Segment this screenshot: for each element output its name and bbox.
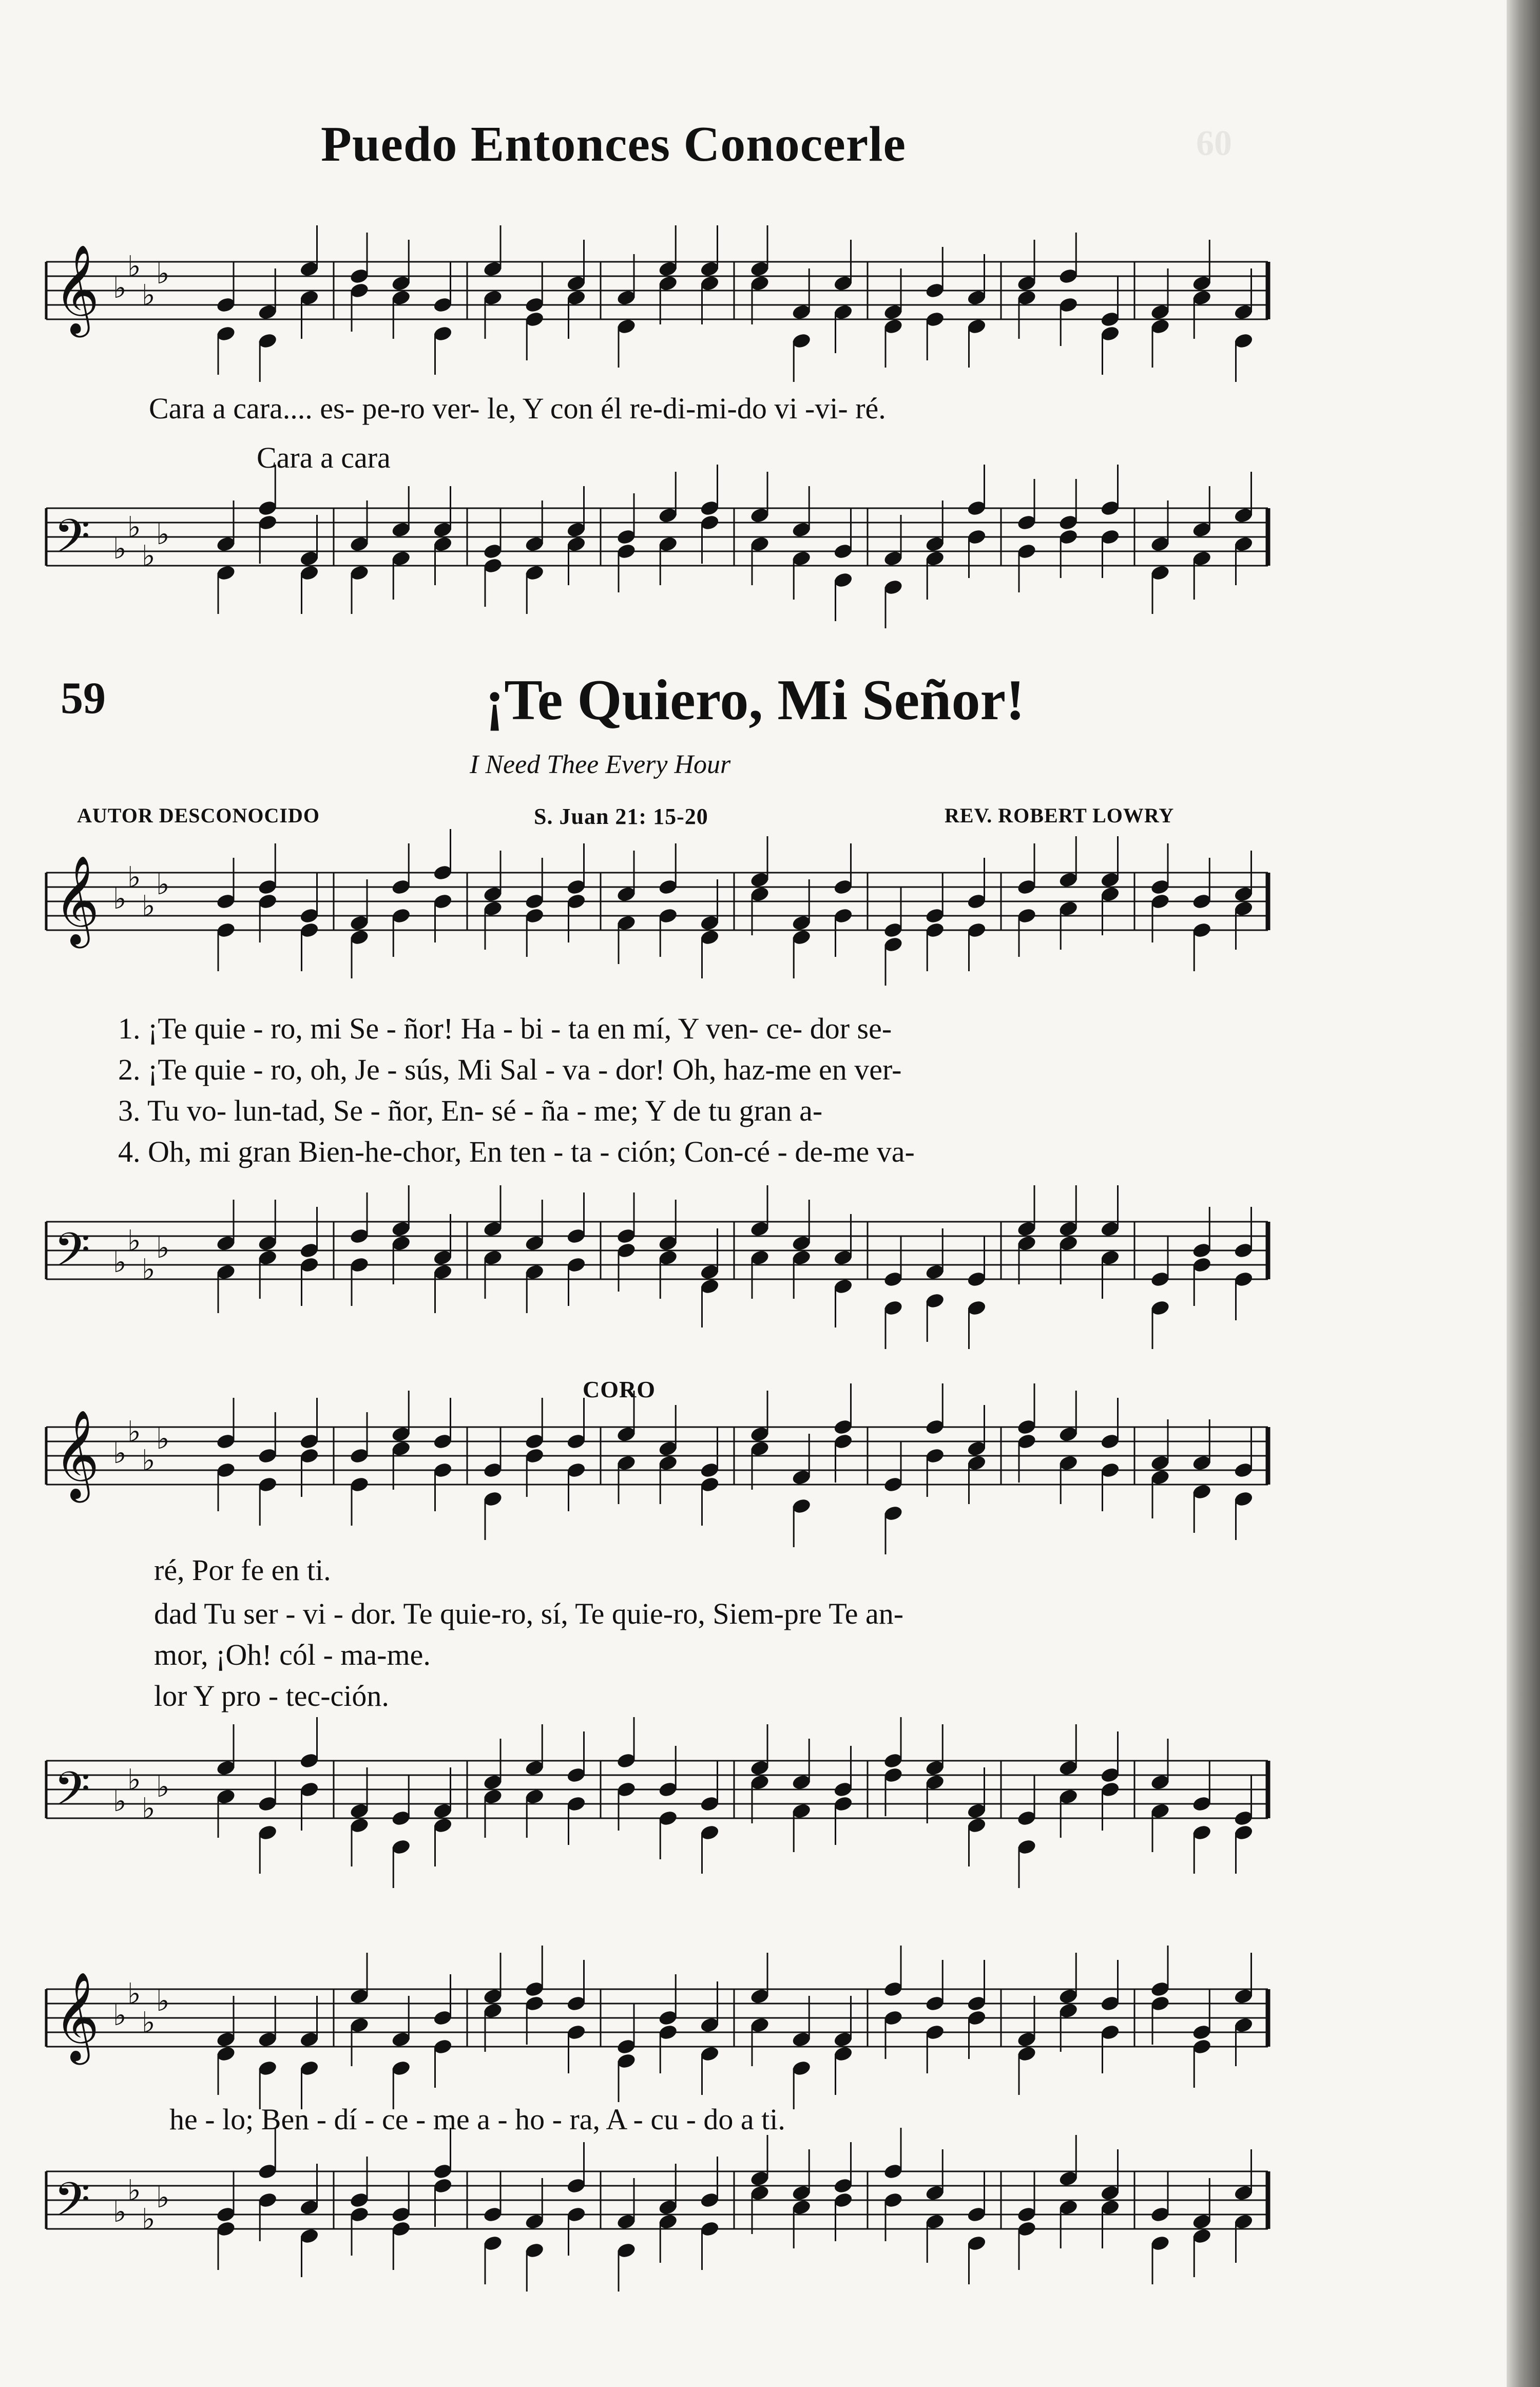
flat-sign-icon: ♭ <box>113 1437 127 1470</box>
bleed-through-number: 60 <box>1196 124 1232 163</box>
flat-sign-icon: ♭ <box>156 1422 170 1456</box>
flat-sign-icon: ♭ <box>156 1770 170 1804</box>
hymn-title: ¡Te Quiero, Mi Señor! <box>485 668 1025 732</box>
english-title: I Need Thee Every Hour <box>470 750 731 779</box>
treble-staff-system-3 <box>36 1969 1371 2112</box>
flat-sign-icon: ♭ <box>127 861 141 894</box>
previous-hymn-title: Puedo Entonces Conocerle <box>321 117 906 172</box>
system-2-line-1: ré, Por fe en ti. <box>154 1553 331 1587</box>
flat-sign-icon: ♭ <box>113 272 127 305</box>
previous-treble-staff <box>36 241 1371 385</box>
flat-sign-icon: ♭ <box>142 2006 156 2039</box>
treble-clef-icon: 𝄞 <box>54 244 100 334</box>
flat-sign-icon: ♭ <box>142 540 156 573</box>
bass-clef-icon: 𝄢 <box>54 1223 90 1288</box>
flat-sign-icon: ♭ <box>156 257 170 291</box>
treble-clef-icon: 𝄞 <box>54 1972 100 2061</box>
system-2-line-3: mor, ¡Oh! cól - ma-me. <box>154 1638 431 1671</box>
composer-credit: REV. ROBERT LOWRY <box>945 804 1175 827</box>
flat-sign-icon: ♭ <box>156 2181 170 2215</box>
treble-clef-icon: 𝄞 <box>54 855 100 945</box>
bass-clef-icon: 𝄢 <box>54 2172 90 2238</box>
scripture-reference: S. Juan 21: 15-20 <box>534 804 708 829</box>
flat-sign-icon: ♭ <box>127 1763 141 1797</box>
system-2-line-4: lor Y pro - tec-ción. <box>154 1679 389 1712</box>
bass-clef-icon: 𝄢 <box>54 1762 90 1827</box>
flat-sign-icon: ♭ <box>156 518 170 551</box>
flat-sign-icon: ♭ <box>127 1977 141 2011</box>
bass-staff-system-2 <box>36 1740 1371 1884</box>
page-edge <box>1507 0 1540 2387</box>
previous-lower-voice-lyric: Cara a cara <box>257 441 391 474</box>
flat-sign-icon: ♭ <box>113 1785 127 1818</box>
flat-sign-icon: ♭ <box>127 2174 141 2207</box>
treble-staff-system-1 <box>36 852 1371 996</box>
bass-clef-icon: 𝄢 <box>54 509 90 575</box>
flat-sign-icon: ♭ <box>142 279 156 312</box>
flat-sign-icon: ♭ <box>127 511 141 544</box>
flat-sign-icon: ♭ <box>127 1224 141 1258</box>
flat-sign-icon: ♭ <box>156 1231 170 1265</box>
verse-line-3: 3. Tu vo- lun-tad, Se - ñor, En- sé - ña - me; Y de tu gran a- <box>118 1094 823 1127</box>
flat-sign-icon: ♭ <box>142 1253 156 1286</box>
final-lyric-line: he - lo; Ben - dí - ce - me a - ho - ra, A - cu - do a ti. <box>169 2103 785 2136</box>
bass-staff-system-3 <box>36 2151 1371 2295</box>
flat-sign-icon: ♭ <box>113 2196 127 2229</box>
previous-bass-staff <box>36 488 1371 631</box>
flat-sign-icon: ♭ <box>142 890 156 923</box>
treble-staff-system-2 <box>36 1407 1371 1550</box>
flat-sign-icon: ♭ <box>113 1246 127 1279</box>
verse-line-2: 2. ¡Te quie - ro, oh, Je - sús, Mi Sal - va - dor! Oh, haz-me en ver- <box>118 1053 902 1086</box>
verse-line-4: 4. Oh, mi gran Bien-he-chor, En ten - ta - ción; Con-cé - de-me va- <box>118 1135 915 1168</box>
system-2-line-2: dad Tu ser - vi - dor. Te quie-ro, sí, Te quie-ro, Siem-pre Te an- <box>154 1597 904 1630</box>
previous-lyric-line: Cara a cara.... es- pe-ro ver- le, Y con él re-di-mi-do vi -vi- ré. <box>149 392 886 425</box>
verse-line-1: 1. ¡Te quie - ro, mi Se - ñor! Ha - bi - ta en mí, Y ven- ce- dor se- <box>118 1012 892 1045</box>
author-credit: AUTOR DESCONOCIDO <box>77 804 320 827</box>
flat-sign-icon: ♭ <box>127 1415 141 1449</box>
flat-sign-icon: ♭ <box>113 1999 127 2032</box>
flat-sign-icon: ♭ <box>127 250 141 283</box>
flat-sign-icon: ♭ <box>113 882 127 916</box>
flat-sign-icon: ♭ <box>142 1792 156 1825</box>
flat-sign-icon: ♭ <box>113 532 127 566</box>
flat-sign-icon: ♭ <box>156 1985 170 2018</box>
flat-sign-icon: ♭ <box>142 2203 156 2236</box>
chorus-label: CORO <box>583 1376 656 1402</box>
flat-sign-icon: ♭ <box>142 1444 156 1477</box>
flat-sign-icon: ♭ <box>156 868 170 901</box>
bass-staff-system-1 <box>36 1201 1371 1345</box>
treble-clef-icon: 𝄞 <box>54 1410 100 1499</box>
hymn-number: 59 <box>61 673 106 723</box>
